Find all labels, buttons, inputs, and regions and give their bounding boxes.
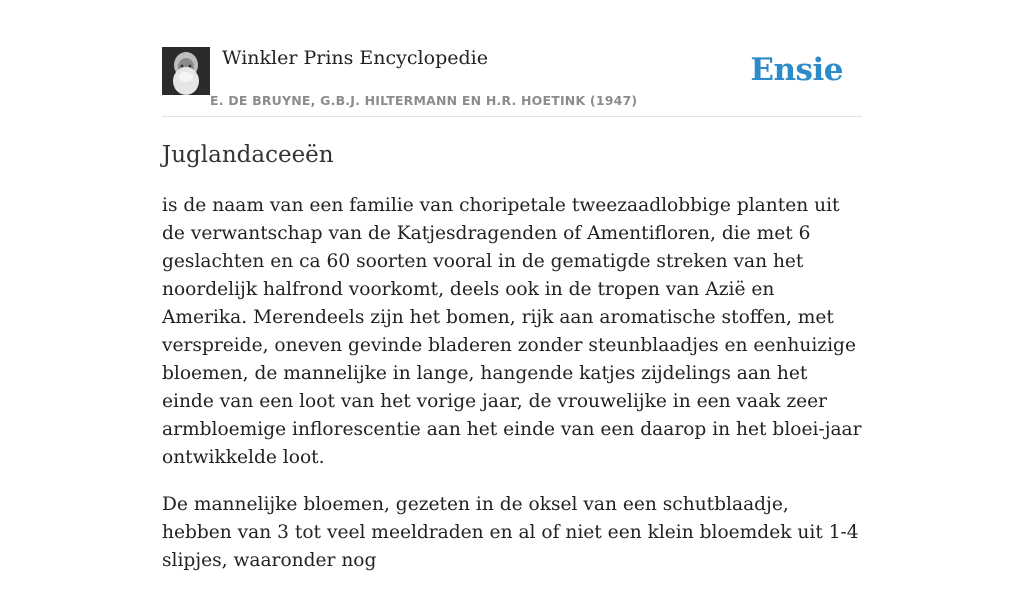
page — [162, 0, 862, 571]
source-title[interactable]: Winkler Prins Encyclopedie — [222, 47, 488, 69]
author-avatar[interactable] — [162, 47, 210, 95]
entry-title: Juglandaceeën — [162, 142, 334, 168]
article-paragraph: is de naam van een familie van choripetale tweezaadlobbige planten uit de verwantschap van de Katjesdragenden of Amentifloren, die met 6 geslachten en ca 60 soorten vooral in de gematigde streken van het noordelijk halfrond voorkomt, deels ook in de tropen van Azië en Amerika. Merendeels zijn het bomen, rijk aan aromatische stoffen, met verspreide, oneven gevinde bladeren zonder steunblaadjes en eenhuizige bloemen, de mannelijke in lange, hangende katjes zijdelings aan het einde van een loot van het vorige jaar, de vrouwelijke in een vaak zeer armbloemige inflorescentie aan het einde van een daarop in het bloei-jaar ontwikkelde loot. — [162, 195, 862, 468]
header — [162, 0, 862, 117]
avatar-portrait-icon — [162, 47, 210, 95]
article-paragraph: De mannelijke bloemen, gezeten in de oksel van een schutblaadje, hebben van 3 tot veel meeldraden en al of niet een klein bloemdek uit 1-4 slipjes, waaronder nog — [162, 494, 859, 571]
source-authors: E. DE BRUYNE, G.B.J. HILTERMANN EN H.R. HOETINK (1947) — [210, 93, 638, 108]
ensie-logo[interactable]: Ensie — [750, 52, 843, 88]
article-body — [162, 192, 862, 594]
